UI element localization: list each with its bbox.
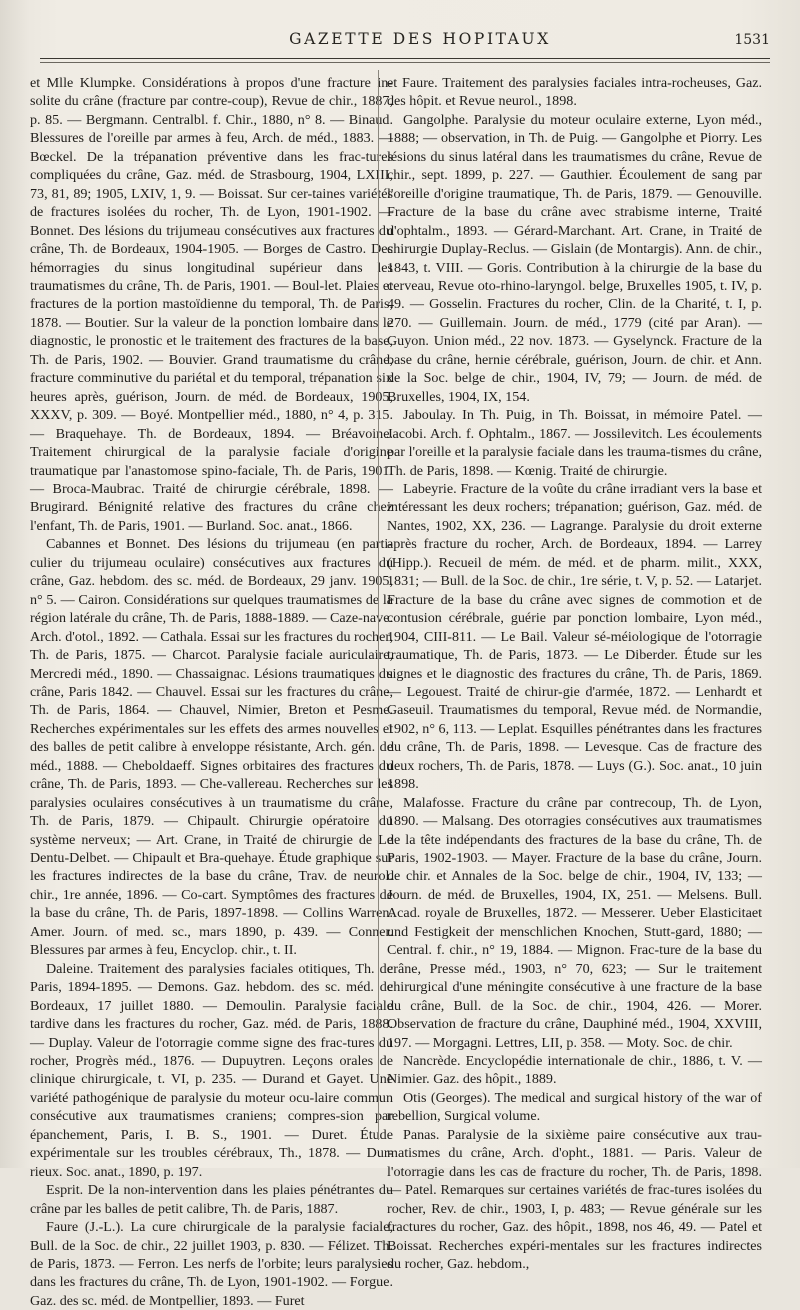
bibliography-paragraph: Malafosse. Fracture du crâne par contrecoup, Th. de Lyon, 1890. — Malsang. Des otorragies consécutives aux traumatismes de la tête indépendants des fractures de la base du crâne, Th. de Paris, 1902-1903. — Mayer. Fracture de la base du crâne, Journ. de chir. et Annales de la Soc. belge de chir., 1904, IV, 133; — Journ. de méd. de Bruxelles, 1904, IX, 251. — Melsens. Bull. Acad. royale de Bruxelles, 1872. — Messerer. Ueber Elasticitaet und Festigkeit der menschlichen Knochen, Stutt-gard, 1880; — Central. f. chir., n° 19, 1884. — Mignon. Frac-ture de la base du crâne, Presse méd., 1903, n° 70, 623; — Sur le traitement chirurgical d'une méningite consécutive à une fracture de la base du crâne, Bull. de la Soc. de chir., 1904, 426. — Morer. Observation de fracture du crâne, Dauphiné méd., 1904, XXVIII, 197. — Morgagni. Lettres, LII, p. 358. — Moty. Soc. de chir. [387, 794, 762, 1051]
page-header [40, 30, 770, 70]
bibliography-paragraph: Labeyrie. Fracture de la voûte du crâne irradiant vers la base et intéressant les deux rochers; trépanation; guérison, Gaz. méd. de Nantes, 1902, XX, 236. — Lagrange. Paralysie du droit externe après fracture du rocher, Arch. de Bordeaux, 1894. — Larrey (Hipp.). Recueil de mém. de méd. et de pharm. milit., XXX, 1831; — Bull. de la Soc. de chir., 1re série, t. V, p. 52. — Latarjet. Fracture de la base du crâne avec signes de commotion et de contusion cérébrale, guérie par ponction lombaire, Lyon méd., 1904, CIII-811. — Le Bail. Valeur sé-méiologique de l'otorragie traumatique, Th. de Paris, 1873. — Le Diberder. Étude sur les signes et le diagnostic des fractures du crâne, Th. de Paris, 1869. — Legouest. Traité de chirur-gie d'armée, 1872. — Lenhardt et Gaseuil. Traumatismes du temporal, Revue méd. de Normandie, 1902, n° 6, 113. — Leplat. Esquilles pénétrantes dans les fractures du crâne, Th. de Paris, 1898. — Levesque. Cas de fracture des deux rochers, Th. de Paris, 1878. — Luys (G.). Soc. anat., 10 juin 1898. [387, 480, 762, 793]
left-column [30, 74, 393, 1310]
bibliography-paragraph: Faure (J.-L.). La cure chirurgicale de la paralysie faciale, Bull. de la Soc. de chir., 22 juillet 1903, p. 830. — Félizet. Th. de Paris, 1873. — Ferron. Les nerfs de l'orbite; leurs paralysies dans les fractures du crâne, Th. de Lyon, 1901-1902. — Forgue. Gaz. des sc. méd. de Montpellier, 1893. — Furet [30, 1219, 393, 1309]
bibliography-paragraph: et Faure. Traitement des paralysies faciales intra-rocheuses, Gaz. des hôpit. et Revue neurol., 1898. [387, 75, 762, 110]
header-rule [40, 58, 770, 59]
page-number: 1531 [734, 32, 770, 48]
bibliography-paragraph: Gangolphe. Paralysie du moteur oculaire externe, Lyon méd., 1888; — observation, in Th. de Puig. — Gangolphe et Piorry. Les lésions du sinus latéral dans les traumatismes du crâne, Revue de chir., sept. 1899, p. 227. — Gauthier. Écoulement de sang par l'oreille d'origine traumatique, Th. de Paris, 1879. — Genouville. Fracture de la base du crâne avec strabisme interne, Traité d'ophtalm., 1893. — Gérard-Marchant. Art. Crane, in Traité de chirurgie Duplay-Reclus. — Gislain (de Montargis). Ann. de chir., 1843, t. VIII. — Goris. Contribution à la chirurgie de la base du cerveau, Revue oto-rhino-laryngol. belge, Bruxelles 1905, t. IV, p. 49. — Gosselin. Fractures du rocher, Clin. de la Charité, t. I, p. 270. — Guillemain. Journ. de méd., 1779 (cité par Aran). — Guyon. Union méd., 22 nov. 1873. — Gyselynck. Fracture de la base du crâne, hernie cérébrale, guérison, Journ. de chir. et Ann. de la Soc. belge de chir., 1904, IV, 79; — Journ. de méd. de Bruxelles, 1904, IX, 154. [387, 111, 762, 405]
header-rule-thin [40, 62, 770, 63]
running-title: GAZETTE DES HOPITAUX [289, 30, 551, 48]
bibliography-paragraph: Esprit. De la non-intervention dans les plaies pénétrantes du crâne par les balles de petit calibre, Th. de Paris, 1887. [30, 1182, 393, 1217]
column-divider [378, 70, 379, 1140]
bibliography-paragraph: et Mlle Klumpke. Considérations à propos d'une fracture in-solite du crâne (fracture par contre-coup), Revue de chir., 1887, p. 85. — Bergmann. Centralbl. f. Chir., 1880, n° 8. — Binaud. Blessures de l'oreille par armes à feu, Arch. de méd., 1883. — Bœckel. De la trépanation préventive dans les frac-tures compliquées du crâne, Gaz. méd. de Strasbourg, 1904, LXIII, 73, 81, 89; 1905, LXIV, 1, 9. — Boissat. Sur cer-taines variétés de fractures isolées du rocher, Th. de Lyon, 1901-1902. — Bonnet. Des lésions du trijumeau consécutives aux fractures du crâne, Th. de Bordeaux, 1904-1905. — Borges de Castro. Des hémorragies du sinus longitudinal supérieur dans les traumatismes du crâne, Th. de Paris, 1901. — Boul-let. Plaies et fractures de la portion mastoïdienne du temporal, Th. de Paris, 1878. — Boutier. Sur la valeur de la ponction lombaire dans le diagnostic, le pronostic et le traitement des fractures de la base, Th. de Paris, 1902. — Bouvier. Grand traumatisme du crâne, fracture comminutive du pariétal et du temporal, trépanation six heures après, guérison, Journ. de méd. de Bordeaux, 1905, XXXV, p. 309. — Boyé. Montpellier méd., 1880, n° 4, p. 315. — Braquehaye. Th. de Bordeaux, 1894. — Bréavoine. Traitement chirurgical de la paralysie faciale d'origine traumatique par l'anastomose spino-faciale, Th. de Paris, 1901. — Broca-Maubrac. Traité de chirurgie cérébrale, 1898. — Brugirard. Bénignité relative des fractures du crâne chez l'enfant, Th. de Paris, 1901. — Burland. Soc. anat., 1866. [30, 75, 393, 534]
bibliography-paragraph: Panas. Paralysie de la sixième paire consécutive aux trau-matismes du crâne, Arch. d'opht., 1881. — Paris. Valeur de l'otorragie dans les cas de fracture du rocher, Th. de Paris, 1898. — Patel. Remarques sur certaines variétés de frac-tures isolées du rocher, Rev. de chir., 1903, I, p. 483; — Revue générale sur les fractures du rocher, Gaz. des hôpit., 1898, nos 46, 49. — Patel et Boissat. Recherches expéri-mentales sur les fractures indirectes du rocher, Gaz. hebdom., [387, 1126, 762, 1272]
bibliography-paragraph: Otis (Georges). The medical and surgical history of the war of rebellion, Surgical volume. [387, 1089, 762, 1125]
bibliography-paragraph: Nancrède. Encyclopédie internationale de chir., 1886, t. V. — Nimier. Gaz. des hôpit., 1889. [387, 1053, 762, 1088]
bibliography-paragraph: Jaboulay. In Th. Puig, in Th. Boissat, in mémoire Patel. — Jacobi. Arch. f. Ophtalm., 1867. — Jossilevitch. Les écoulements par l'oreille et la paralysie faciale dans les trauma-tismes du crâne, Th. de Paris, 1898. — Kœnig. Traité de chirurgie. [387, 407, 762, 479]
bibliography-paragraph: Cabannes et Bonnet. Des lésions du trijumeau (en parti-culier du trijumeau oculaire) consécutives aux fractures du crâne, Gaz. hebdom. des sc. méd. de Bordeaux, 29 janv. 1905, n° 5. — Cairon. Considérations sur quelques traumatismes de la région latérale du crâne, Th. de Paris, 1888-1889. — Caze-nave. Arch. d'otol., 1892. — Cathala. Essai sur les fractures du rocher, Th. de Paris, 1875. — Charcot. Paralysie faciale auriculaire, Mercredi méd., 1890. — Chassaignac. Lésions traumatiques du crâne, Paris 1842. — Chauvel. Essai sur les fractures du crâne, Th. de Paris, 1864. — Chauvel, Nimier, Breton et Pesme. Recherches expérimentales sur les effets des armes nouvelles et des balles de petit calibre à enveloppe résistante, Arch. gén. de méd., 1888. — Cheboldaeff. Signes orbitaires des fractures du crâne, Th. de Paris, 1893. — Che-vallereau. Recherches sur les paralysies oculaires consécutives à un traumatisme du crâne, Th. de Paris, 1879. — Chipault. Chirurgie opératoire du système nerveux; — Art. Crane, in Traité de chirurgie de Le Dentu-Delbet. — Chipault et Bra-quehaye. Étude graphique sur les fractures indirectes de la base du crâne, Trav. de neurol. chir., 1re année, 1896. — Co-cart. Symptômes des fractures de la base du crâne, Th. de Paris, 1897-1898. — Collins Warren. Amer. Journ. of med. sc., mars 1890, p. 439. — Conner. Blessures par armes à feu, Encyclop. chir., t. II. [30, 536, 393, 959]
bibliography-paragraph: Daleine. Traitement des paralysies faciales otitiques, Th. de Paris, 1894-1895. — Demons. Gaz. hebdom. des sc. méd. de Bordeaux, 17 juillet 1880. — Demoulin. Paralysie faciale tardive dans les fractures du rocher, Gaz. méd. de Paris, 1888. — Duplay. Valeur de l'otorragie comme signe des frac-tures du rocher, Progrès méd., 1876. — Dupuytren. Leçons orales de clinique chirurgicale, t. VI, p. 235. — Durand et Gayet. Une variété pathogénique de paralysie du moteur ocu-laire commun consécutive aux traumatismes craniens; compres-sion par épanchement, Paris, I. B. S., 1901. — Duret. Étude expérimentale sur les troubles cérébraux, Th., 1878. — Dur-rieux. Soc. anat., 1890, p. 197. [30, 960, 393, 1180]
right-column [387, 74, 762, 1273]
